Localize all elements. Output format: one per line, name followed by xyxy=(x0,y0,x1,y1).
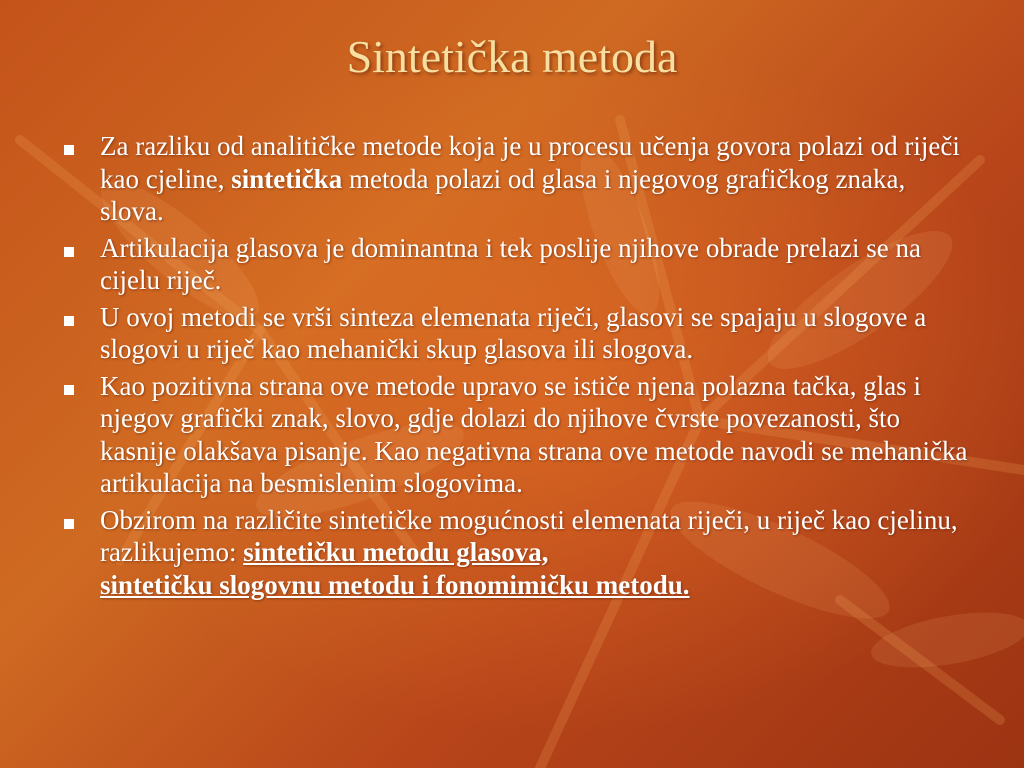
bullet-text-part: metoda polazi od glasa i njegovog grafičkog znaka, slova. xyxy=(100,163,906,226)
bullet-text: Artikulacija glasova je dominantna i tek poslije njihove obrade prelazi se na cijelu riječ. xyxy=(100,232,921,295)
square-bullet-icon xyxy=(64,316,74,326)
bullet-text-part: Za razliku od analitičke metode koja je u procesu učenja govora polazi od riječi kao cjeline, xyxy=(100,131,960,194)
square-bullet-icon xyxy=(64,247,74,257)
method-link-glasova[interactable]: sintetičku metodu glasova, xyxy=(243,537,549,567)
bullet-item xyxy=(62,130,972,228)
bullet-item xyxy=(62,301,972,366)
bullet-item xyxy=(62,232,972,297)
bullet-text xyxy=(100,130,972,228)
slide-title: Sintetička metoda xyxy=(346,31,678,82)
square-bullet-icon xyxy=(64,385,74,395)
bullet-item xyxy=(62,504,972,602)
bold-term: sintetička xyxy=(231,163,343,194)
bullet-text: U ovoj metodi se vrši sinteza elemenata riječi, glasovi se spajaju u slogove a slogovi u riječ kao mehanički skup glasova ili slogova. xyxy=(100,301,927,364)
square-bullet-icon xyxy=(64,145,74,155)
method-link-slogovna-fonomimicka[interactable]: sintetičku slogovnu metodu i fonomimičku metodu. xyxy=(100,569,690,600)
bullet-text xyxy=(100,504,972,602)
bullet-text-part: Obzirom na različite sintetičke mogućnosti elemenata riječi, u riječ kao cjelinu, razlikujemo: xyxy=(100,504,958,567)
bullet-text: Kao pozitivna strana ove metode upravo se ističe njena polazna tačka, glas i njegov grafički znak, slovo, gdje dolazi do njihove čvrste povezanosti, što kasnije olakšava pisanje. Kao negativna strana ove metode navodi se mehanička artikulacija na besmislenim slogovima. xyxy=(100,370,968,498)
bullet-item xyxy=(62,370,972,500)
square-bullet-icon xyxy=(64,519,74,529)
bullet-list xyxy=(62,130,972,605)
